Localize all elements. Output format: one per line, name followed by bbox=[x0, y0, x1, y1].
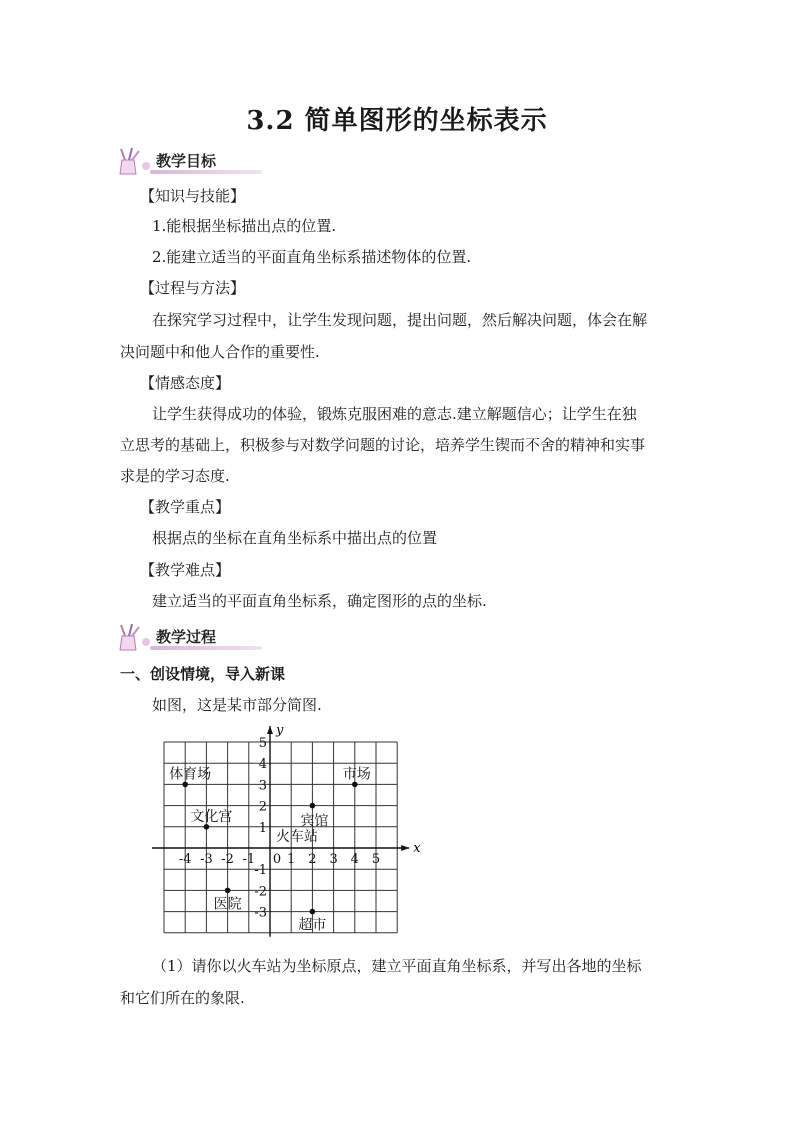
banner-label: 教学目标 bbox=[156, 152, 217, 170]
paragraph-line: 让学生获得成功的体验，锻炼克服困难的意志.建立解题信心；让学生在独 bbox=[152, 405, 637, 423]
point-marker bbox=[310, 803, 316, 809]
x-axis-arrow bbox=[401, 845, 409, 851]
key-point-heading: 【教学重点】 bbox=[140, 498, 231, 516]
y-tick-label: 5 bbox=[258, 736, 267, 751]
y-tick-label: -2 bbox=[254, 884, 267, 900]
x-tick-label: -4 bbox=[178, 852, 192, 867]
point-label: 医院 bbox=[213, 896, 242, 913]
paragraph-line: 根据点的坐标在直角坐标系中描出点的位置 bbox=[152, 529, 438, 547]
page-title: 3.2 简单图形的坐标表示 bbox=[246, 106, 548, 136]
y-tick-label: 2 bbox=[258, 799, 267, 815]
y-tick-label: -3 bbox=[254, 905, 267, 921]
y-tick-label: 1 bbox=[258, 820, 267, 836]
point-marker bbox=[225, 888, 231, 894]
x-tick-label: 2 bbox=[308, 852, 317, 867]
pencil-cup-icon bbox=[116, 622, 154, 652]
banner-underline bbox=[150, 646, 262, 650]
point-label: 超市 bbox=[298, 917, 327, 934]
x-tick-label: 5 bbox=[371, 852, 381, 867]
paragraph-line: 立思考的基础上，积极参与对数学问题的讨论，培养学生锲而不舍的精神和实事 bbox=[120, 436, 646, 454]
point-marker bbox=[310, 909, 316, 915]
point-label: 文化宫 bbox=[190, 808, 233, 825]
y-tick-label: 4 bbox=[258, 757, 267, 773]
section-heading: 一、创设情境，导入新课 bbox=[120, 665, 286, 683]
banner-label: 教学过程 bbox=[156, 628, 217, 646]
paragraph-line: 求是的学习态度. bbox=[120, 467, 230, 485]
point-marker bbox=[182, 782, 188, 788]
goal-line: 2.能建立适当的平面直角坐标系描述物体的位置. bbox=[152, 248, 472, 266]
x-tick-label: 4 bbox=[350, 852, 359, 867]
section-banner-goals bbox=[116, 146, 266, 176]
x-tick-label: 1 bbox=[287, 852, 296, 867]
paragraph-line: 在探究学习过程中，让学生发现问题，提出问题，然后解决问题，体会在解 bbox=[152, 311, 648, 329]
goal-line: 1.能根据坐标描出点的位置. bbox=[152, 217, 337, 235]
y-tick-label: -1 bbox=[254, 863, 267, 879]
point-label: 宾馆 bbox=[300, 813, 329, 830]
difficulty-heading: 【教学难点】 bbox=[140, 561, 231, 579]
paragraph-line: 决问题中和他人合作的重要性. bbox=[120, 343, 320, 361]
knowledge-heading: 【知识与技能】 bbox=[140, 187, 246, 205]
y-tick-label: 3 bbox=[258, 778, 267, 794]
point-marker bbox=[204, 824, 210, 830]
origin-label: 火车站 bbox=[276, 829, 318, 845]
question-line: （1）请你以火车站为坐标原点，建立平面直角坐标系，并写出各地的坐标 bbox=[152, 957, 642, 975]
point-label: 体育场 bbox=[169, 766, 212, 783]
emotion-heading: 【情感态度】 bbox=[140, 374, 231, 392]
paragraph-line: 建立适当的平面直角坐标系，确定图形的点的坐标. bbox=[152, 592, 487, 610]
map-grid-figure bbox=[140, 720, 425, 942]
x-tick-label: 3 bbox=[329, 852, 338, 867]
y-axis-label: y bbox=[276, 723, 284, 738]
section-banner-process bbox=[116, 622, 266, 652]
y-axis-arrow bbox=[267, 726, 273, 734]
x-tick-label: -3 bbox=[200, 852, 213, 867]
x-tick-label: -2 bbox=[221, 852, 234, 867]
point-label: 市场 bbox=[342, 766, 371, 783]
x-tick-label: -1 bbox=[242, 852, 256, 867]
point-marker bbox=[352, 782, 358, 788]
banner-underline bbox=[150, 170, 262, 174]
question-line: 和它们所在的象限. bbox=[120, 989, 245, 1007]
x-tick-label: 0 bbox=[272, 852, 282, 867]
paragraph-line: 如图，这是某市部分简图. bbox=[152, 696, 322, 714]
x-axis-label: x bbox=[413, 841, 421, 856]
process-heading: 【过程与方法】 bbox=[140, 279, 246, 297]
pencil-cup-icon bbox=[116, 146, 154, 176]
